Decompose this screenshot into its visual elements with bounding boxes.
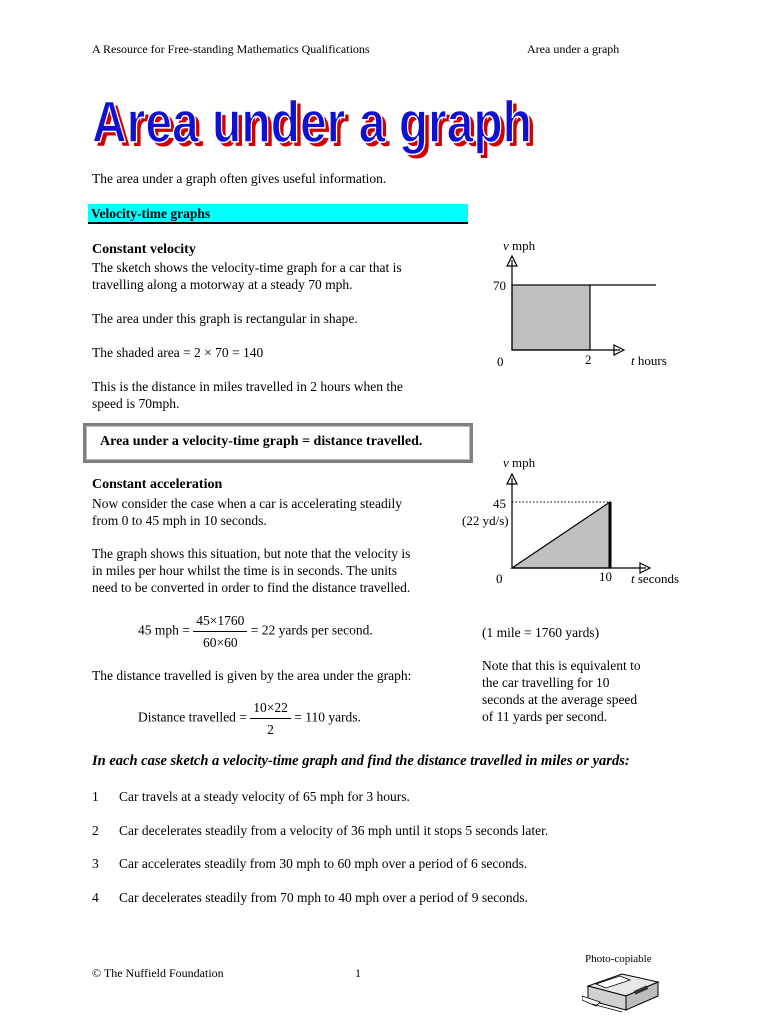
constant-velocity-p2: The area under this graph is rectangular in shape. xyxy=(92,311,358,326)
constant-velocity-heading: Constant velocity xyxy=(92,242,196,257)
equation-left: 45 mph = xyxy=(138,622,190,638)
photocopiable-label: Photo-copiable xyxy=(585,953,652,965)
text-line: The sketch shows the velocity-time graph for a car that is xyxy=(92,260,402,275)
question-text: Car accelerates steadily from 30 mph to 60 mph over a period of 6 seconds. xyxy=(119,856,528,871)
text-line: of 11 yards per second. xyxy=(482,709,608,724)
text-line: Note that this is equivalent to xyxy=(482,658,641,673)
constant-velocity-p3: The shaded area = 2 × 70 = 140 xyxy=(92,345,264,360)
question-text: Car decelerates steadily from 70 mph to 40 mph over a period of 9 seconds. xyxy=(119,890,529,905)
text-line: The graph shows this situation, but note that the velocity is xyxy=(92,546,411,561)
footer-copyright: © The Nuffield Foundation xyxy=(92,966,224,980)
graph1-origin: 0 xyxy=(497,354,504,369)
question-text: Car travels at a steady velocity of 65 mph for 3 hours. xyxy=(119,789,410,804)
footer-page-number: 1 xyxy=(355,966,361,980)
fraction-denominator: 60×60 xyxy=(203,635,238,650)
graph2-y-value: 45 xyxy=(493,496,506,511)
graph2-y-label: v mph xyxy=(503,455,536,470)
equation-left: Distance travelled = xyxy=(138,709,247,725)
title-text: Area under a graph xyxy=(92,92,532,155)
shaded-rectangle xyxy=(512,285,590,350)
constant-velocity-p1 xyxy=(92,259,402,293)
text-line: travelling along a motorway at a steady 70 mph. xyxy=(92,277,353,292)
question-text: Car decelerates steadily from a velocity of 36 mph until it stops 5 seconds later. xyxy=(119,823,549,838)
constant-velocity-p4 xyxy=(92,378,403,412)
graph1-y-label: v mph xyxy=(503,238,536,253)
conversion-note: (1 mile = 1760 yards) xyxy=(482,625,600,640)
key-result-text: Area under a velocity-time graph = distance travelled. xyxy=(100,434,423,449)
text-line: the car travelling for 10 xyxy=(482,675,610,690)
constant-acceleration-heading: Constant acceleration xyxy=(92,477,223,492)
graph1-x-value: 2 xyxy=(585,352,592,367)
photocopier-icon xyxy=(582,966,664,1018)
graph2-x-label: t seconds xyxy=(631,571,680,586)
graph2-y-alt-value: (22 yd/s) xyxy=(462,513,509,528)
graph2-x-value: 10 xyxy=(599,569,612,584)
constant-acceleration-p2 xyxy=(92,545,410,596)
text-line: This is the distance in miles travelled in 2 hours when the xyxy=(92,379,403,394)
fraction xyxy=(193,612,247,651)
equation-right: = 110 yards. xyxy=(294,709,361,725)
equation-mph-conversion xyxy=(138,612,373,651)
velocity-time-graph-1 xyxy=(460,232,700,382)
constant-acceleration-p1 xyxy=(92,495,402,529)
header-right: Area under a graph xyxy=(527,42,620,56)
equation-right: = 22 yards per second. xyxy=(250,622,373,638)
text-line: seconds at the average speed xyxy=(482,692,638,707)
title-shadow: Area under a graph xyxy=(96,94,536,159)
intro-text: The area under a graph often gives useful information. xyxy=(92,171,387,186)
fraction-numerator: 10×22 xyxy=(250,699,291,719)
graph1-y-value: 70 xyxy=(493,278,506,293)
text-line: Now consider the case when a car is accelerating steadily xyxy=(92,496,402,511)
key-result-box xyxy=(83,423,473,463)
fraction-denominator: 2 xyxy=(267,722,274,737)
fraction-numerator: 45×1760 xyxy=(193,612,247,632)
header-left: A Resource for Free-standing Mathematics Qualifications xyxy=(92,42,370,56)
fraction xyxy=(250,699,291,738)
constant-acceleration-p3: The distance travelled is given by the area under the graph: xyxy=(92,668,412,683)
graph1-x-label: t hours xyxy=(631,353,667,368)
question-number: 3 xyxy=(92,856,99,871)
text-line: from 0 to 45 mph in 10 seconds. xyxy=(92,513,267,528)
page-title xyxy=(90,92,550,162)
section-heading: Velocity-time graphs xyxy=(88,204,468,224)
text-line: in miles per hour whilst the time is in seconds. The units xyxy=(92,563,397,578)
exercise-instruction: In each case sketch a velocity-time graph and find the distance travelled in miles or yards: xyxy=(92,753,630,769)
text-line: need to be converted in order to find the distance travelled. xyxy=(92,580,411,595)
text-line: speed is 70mph. xyxy=(92,396,180,411)
average-speed-note xyxy=(482,657,641,725)
question-number: 2 xyxy=(92,823,99,838)
question-number: 4 xyxy=(92,890,99,905)
question-number: 1 xyxy=(92,789,99,804)
velocity-time-graph-2 xyxy=(456,450,706,595)
graph2-origin: 0 xyxy=(496,571,503,586)
equation-distance xyxy=(138,699,361,738)
shaded-triangle xyxy=(512,502,610,568)
